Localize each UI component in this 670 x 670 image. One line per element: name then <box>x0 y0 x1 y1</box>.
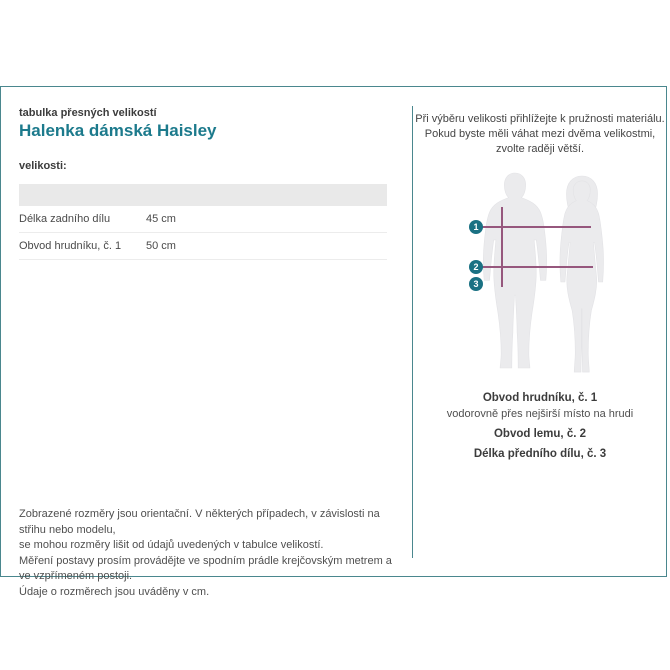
row-label: Délka zadního dílu <box>19 213 111 225</box>
size-table <box>19 184 387 260</box>
body-measurement-figure <box>413 169 667 381</box>
note-line: se mohou rozměry lišit od údajů uvedených v tabulce velikostí. <box>19 539 324 551</box>
row-value: 45 cm <box>146 213 176 225</box>
measure-label-1-desc: vodorovně přes nejširší místo na hrudi <box>446 408 634 420</box>
row-value: 50 cm <box>146 240 176 252</box>
marker-3: 3 <box>469 277 483 291</box>
back-length-line <box>501 207 503 287</box>
table-row <box>19 233 387 260</box>
size-advice <box>413 112 667 157</box>
size-chart-panel <box>0 86 667 598</box>
sizes-label: velikosti: <box>19 160 67 172</box>
marker-1: 1 <box>469 220 483 234</box>
advice-line: Při výběru velikosti přihlížejte k pružnosti materiálu. <box>415 113 665 125</box>
chest-line <box>481 226 591 228</box>
note-line: Zobrazené rozměry jsou orientační. V některých případech, v závislosti na střihu nebo modelu, <box>19 508 380 536</box>
product-title: Halenka dámská Haisley <box>19 121 217 140</box>
measure-labels <box>413 390 667 462</box>
advice-line: Pokud byste měli váhat mezi dvěma velikostmi, <box>424 128 656 140</box>
table-eyebrow: tabulka přesných velikostí <box>19 107 157 119</box>
row-label: Obvod hrudníku, č. 1 <box>19 240 122 252</box>
marker-2: 2 <box>469 260 483 274</box>
measurement-guide <box>413 87 667 574</box>
note-line: Měření postavy prosím provádějte ve spodním prádle krejčovským metrem a ve vzpřímeném postoji. <box>19 554 392 582</box>
advice-line: zvolte raději větší. <box>495 143 585 155</box>
measure-label-1: Obvod hrudníku, č. 1 <box>482 392 598 404</box>
measure-label-3: Délka předního dílu, č. 3 <box>473 448 607 460</box>
table-row <box>19 206 387 233</box>
female-silhouette <box>552 175 612 375</box>
measure-label-2: Obvod lemu, č. 2 <box>493 428 587 440</box>
note-line: Údaje o rozměrech jsou uváděny v cm. <box>19 585 210 598</box>
hem-line <box>481 266 593 268</box>
disclaimer-notes <box>19 507 399 600</box>
size-table-header <box>19 184 387 206</box>
male-silhouette <box>481 172 549 369</box>
